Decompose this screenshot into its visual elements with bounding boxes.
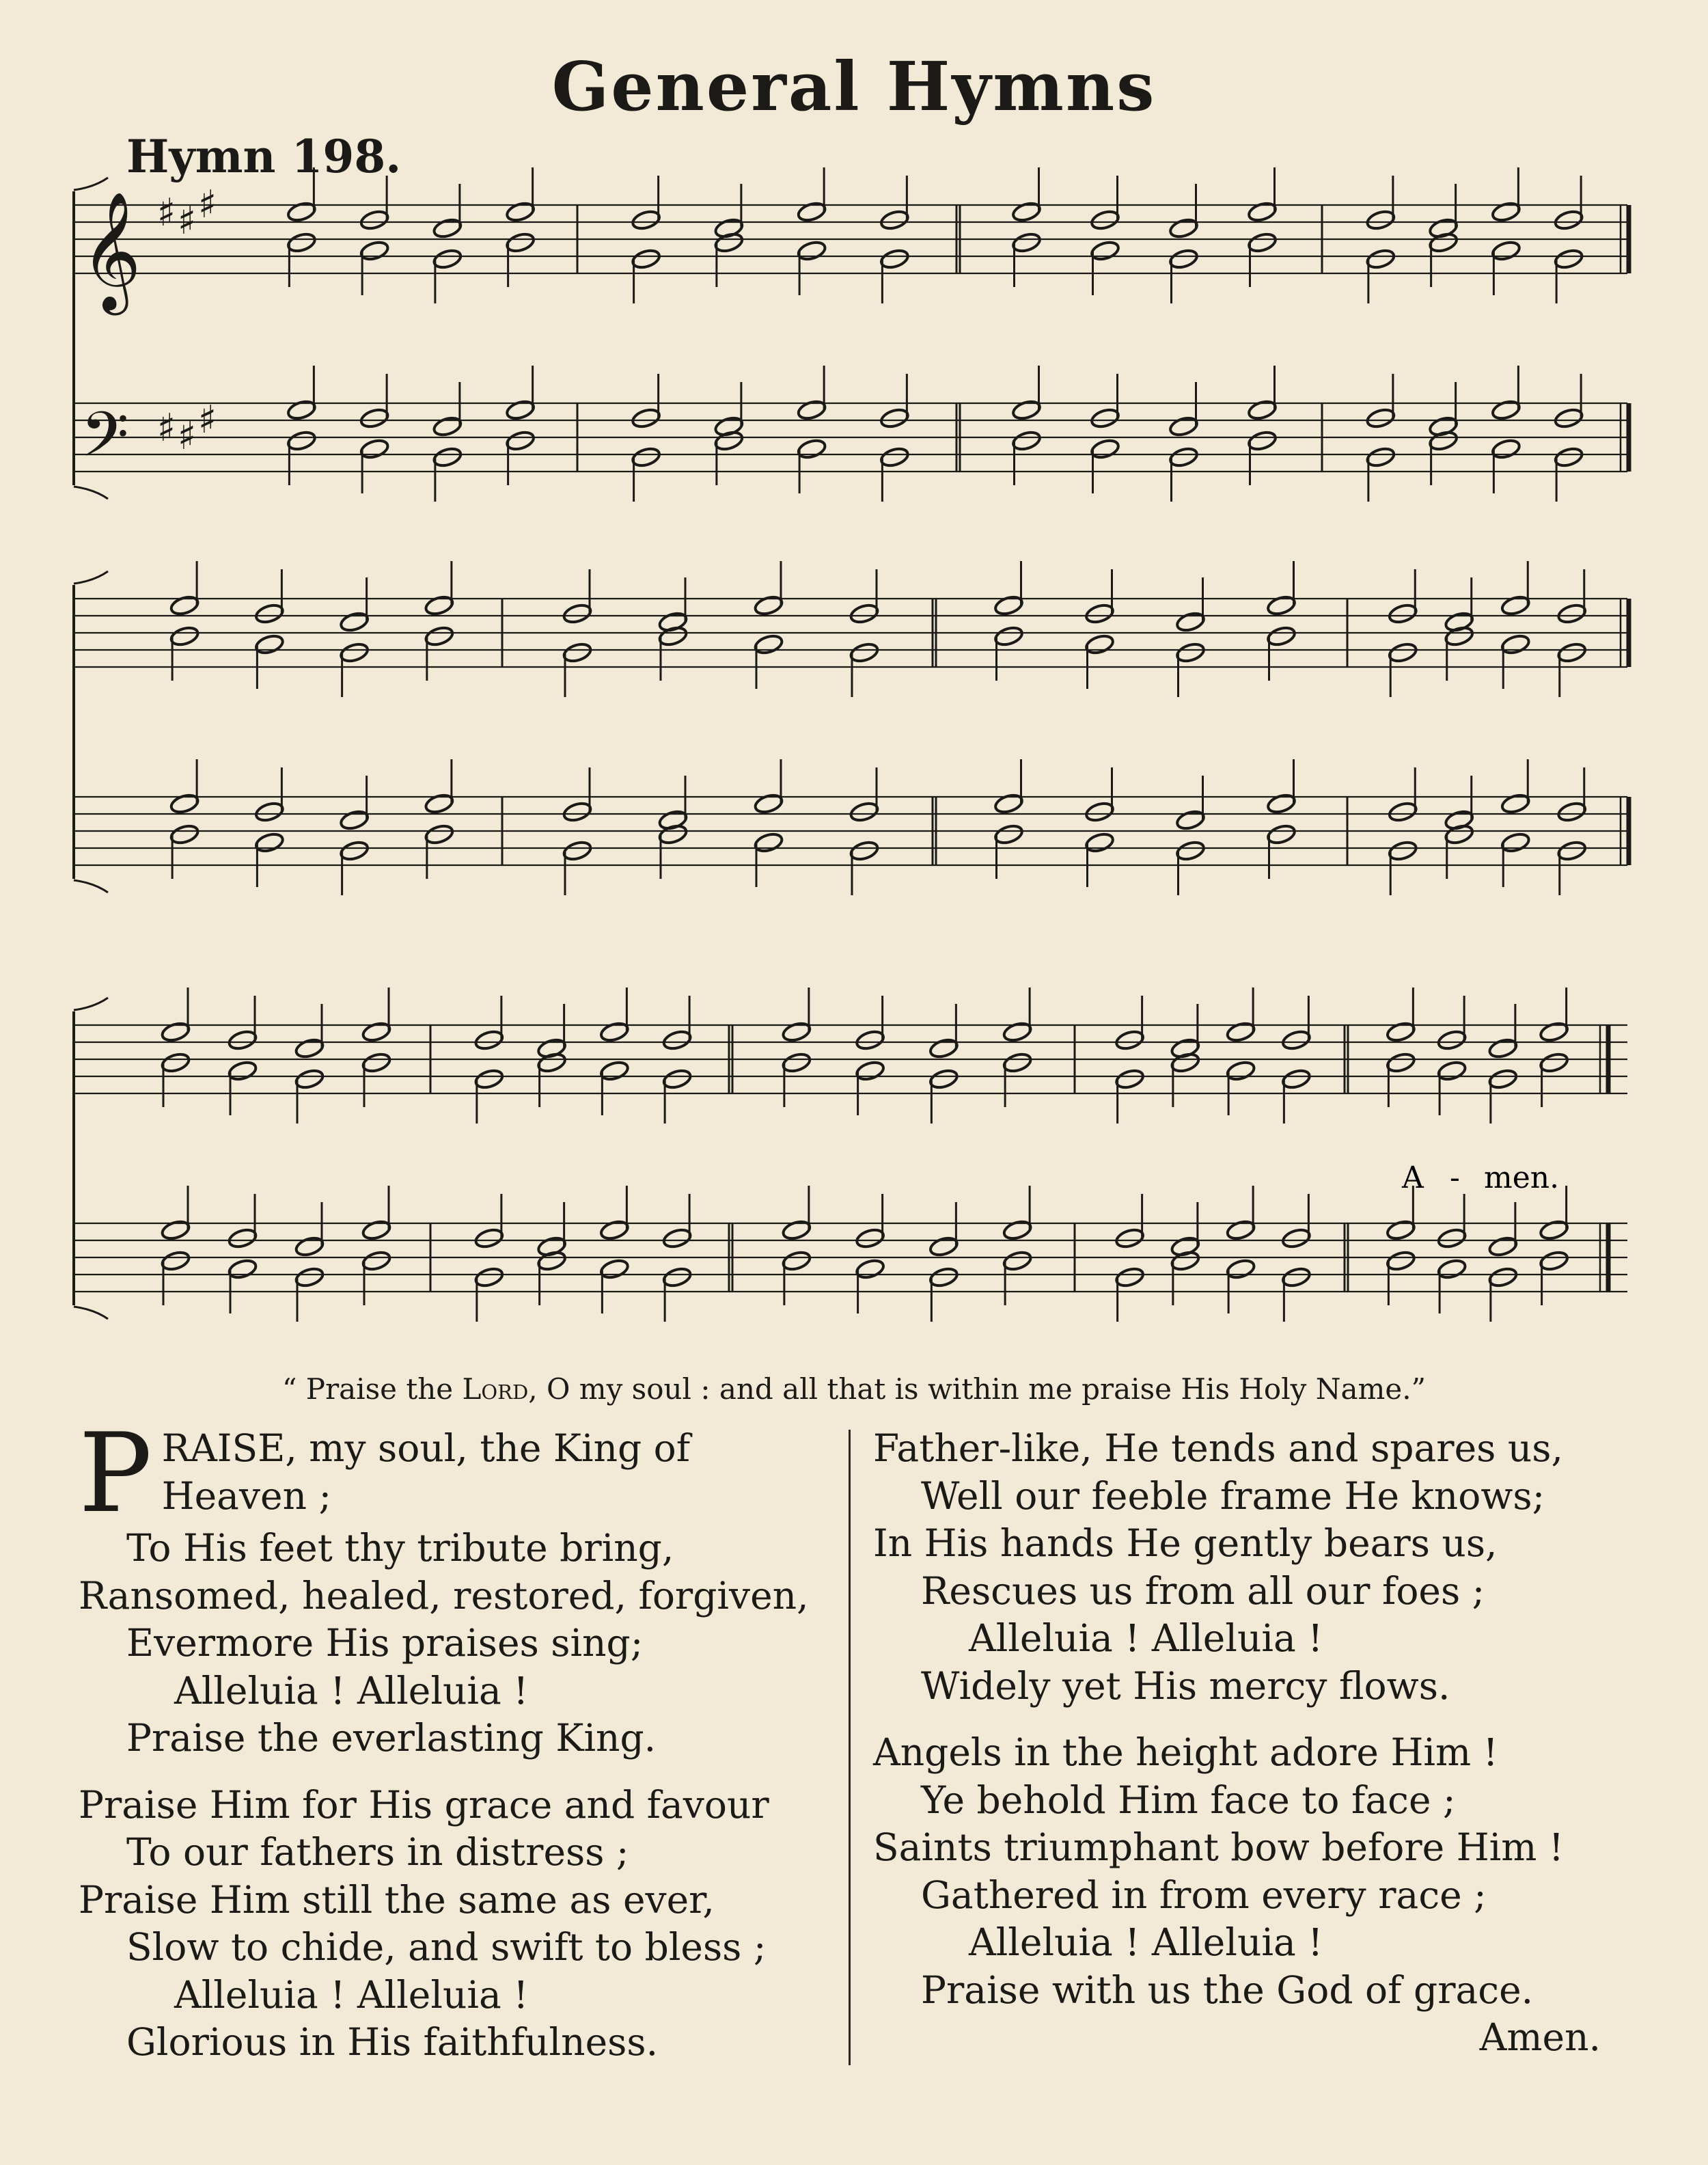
notehead: [1266, 792, 1297, 815]
notehead: [424, 823, 454, 845]
hymn-number: Hymn 198.: [126, 130, 402, 183]
notehead: [1011, 429, 1042, 452]
notehead: [662, 1029, 693, 1051]
notehead: [1281, 1029, 1312, 1051]
notehead: [473, 1029, 504, 1051]
notehead: [1090, 437, 1120, 460]
sharp-icon: ♯: [198, 182, 217, 227]
notehead: [228, 1029, 258, 1051]
notehead: [254, 800, 285, 823]
notehead: [1365, 446, 1396, 468]
notehead: [1487, 1037, 1518, 1059]
notehead: [359, 407, 390, 429]
notehead: [1556, 641, 1587, 664]
notehead: [286, 398, 317, 421]
notehead: [1175, 839, 1206, 862]
notehead: [879, 446, 910, 468]
notehead: [432, 415, 463, 437]
amen-syllable-men: men.: [1484, 1160, 1560, 1195]
notehead: [1011, 398, 1042, 421]
notehead: [161, 1218, 191, 1241]
notehead: [879, 208, 910, 231]
verse-4-line-1: Angels in the height adore Him !: [873, 1730, 1498, 1774]
notehead: [879, 247, 910, 270]
notehead: [1500, 594, 1531, 616]
notehead: [228, 1227, 258, 1249]
notehead: [1487, 1235, 1518, 1257]
notehead: [1388, 602, 1418, 625]
notehead: [993, 823, 1024, 845]
notehead: [855, 1227, 885, 1249]
verse-2: [79, 1782, 837, 2067]
verse-4: [873, 1729, 1631, 2062]
notehead: [1539, 1020, 1569, 1043]
notehead: [599, 1020, 630, 1043]
notehead: [1365, 208, 1396, 231]
sharp-icon: ♯: [178, 199, 197, 243]
notehead: [849, 839, 880, 862]
page-title: General Hymns: [551, 48, 1157, 126]
notehead: [286, 200, 317, 223]
scripture-caption: [0, 1372, 1708, 1406]
notehead: [1556, 839, 1587, 862]
notehead: [797, 239, 827, 262]
notehead: [1226, 1257, 1256, 1280]
notehead: [599, 1059, 630, 1082]
notehead: [1247, 200, 1278, 223]
notehead: [339, 641, 370, 664]
notehead: [797, 200, 827, 223]
column-divider: [849, 1430, 851, 2065]
verse-3-line-4: Rescues us from all our foes ;: [921, 1568, 1485, 1613]
notehead: [1487, 1067, 1518, 1090]
notehead: [339, 808, 370, 831]
sharp-icon: ♯: [157, 406, 176, 450]
notehead: [1554, 407, 1584, 429]
notehead: [781, 1020, 812, 1043]
verse-3-line-2: Well our feeble frame He knows;: [921, 1473, 1545, 1518]
score-system-1: [74, 167, 1629, 502]
notehead: [1011, 200, 1042, 223]
notehead: [849, 602, 880, 625]
verse-1-line-5: Evermore His praises sing;: [126, 1621, 644, 1665]
notehead: [1281, 1067, 1312, 1090]
notehead: [631, 247, 661, 270]
notehead: [432, 217, 463, 239]
notehead: [993, 625, 1024, 647]
treble-clef-icon: 𝄞: [81, 191, 141, 310]
notehead: [1114, 1227, 1145, 1249]
notehead: [361, 1249, 392, 1272]
notehead: [339, 839, 370, 862]
notehead: [855, 1029, 885, 1051]
notehead: [754, 792, 784, 815]
notehead: [361, 1020, 392, 1043]
sharp-icon: ♯: [157, 191, 176, 235]
notehead: [1266, 625, 1297, 647]
verses-left-column: [79, 1409, 837, 2067]
notehead: [1539, 1218, 1569, 1241]
notehead: [359, 437, 390, 460]
notehead: [1266, 594, 1297, 616]
notehead: [1437, 1059, 1468, 1082]
bracket-top-curl: [74, 998, 108, 1010]
bass-staff: [74, 1223, 1627, 1292]
verse-1-line-4: Ransomed, healed, restored, forgiven,: [79, 1573, 809, 1618]
notehead: [432, 446, 463, 468]
notehead: [505, 429, 536, 452]
notehead: [1175, 808, 1206, 831]
notehead: [1539, 1051, 1569, 1074]
notehead: [1175, 610, 1206, 633]
notehead: [562, 602, 593, 625]
notehead: [1388, 800, 1418, 823]
notehead: [1084, 633, 1115, 655]
notehead: [361, 1051, 392, 1074]
verse-3-line-5: Alleluia ! Alleluia !: [969, 1616, 1323, 1660]
verse-1-dropcap: P: [79, 1409, 152, 1537]
bracket-top-curl: [74, 178, 108, 190]
notehead: [754, 594, 784, 616]
notehead: [1002, 1249, 1033, 1272]
notehead: [359, 239, 390, 262]
notehead: [781, 1249, 812, 1272]
notehead: [1226, 1059, 1256, 1082]
caption-part-1: “ Praise the: [281, 1372, 463, 1406]
notehead: [1491, 437, 1521, 460]
notehead: [1168, 247, 1199, 270]
verse-3-line-3: In His hands He gently bears us,: [873, 1521, 1498, 1565]
notehead: [286, 429, 317, 452]
notehead: [849, 800, 880, 823]
notehead: [1084, 800, 1115, 823]
verse-1-line-7: Praise the everlasting King.: [126, 1716, 657, 1760]
notehead: [1247, 429, 1278, 452]
notehead: [1388, 839, 1418, 862]
notehead: [855, 1059, 885, 1082]
notehead: [781, 1051, 812, 1074]
notehead: [1090, 208, 1120, 231]
notehead: [1002, 1051, 1033, 1074]
notehead: [505, 200, 536, 223]
verse-2-line-3: Praise Him still the same as ever,: [79, 1877, 715, 1922]
notehead: [161, 1249, 191, 1272]
notehead: [424, 594, 454, 616]
verse-1-line-2: Heaven ;: [161, 1473, 332, 1518]
notehead: [1226, 1020, 1256, 1043]
notehead: [662, 1067, 693, 1090]
sharp-icon: ♯: [198, 398, 217, 442]
notehead: [1281, 1227, 1312, 1249]
verse-2-line-5: Alleluia ! Alleluia !: [174, 1972, 529, 2017]
notehead: [473, 1227, 504, 1249]
notehead: [1556, 602, 1587, 625]
notehead: [562, 839, 593, 862]
notehead: [254, 633, 285, 655]
notehead: [1090, 407, 1120, 429]
notehead: [562, 641, 593, 664]
notehead: [1266, 823, 1297, 845]
notehead: [432, 247, 463, 270]
notehead: [169, 625, 200, 647]
verse-3-line-6: Widely yet His mercy flows.: [921, 1663, 1450, 1708]
verse-2-line-1: Praise Him for His grace and favour: [79, 1782, 769, 1827]
notehead: [631, 446, 661, 468]
notehead: [228, 1257, 258, 1280]
notehead: [928, 1067, 959, 1090]
notehead: [1386, 1249, 1416, 1272]
notehead: [993, 792, 1024, 815]
notehead: [1437, 1029, 1468, 1051]
notehead: [1114, 1067, 1145, 1090]
notehead: [1388, 641, 1418, 664]
notehead: [797, 437, 827, 460]
notehead: [1114, 1029, 1145, 1051]
verses-right-column: [873, 1425, 1631, 2062]
amen-dash: -: [1450, 1160, 1460, 1195]
bracket-bottom-curl: [74, 880, 108, 893]
notehead: [169, 594, 200, 616]
notehead: [169, 823, 200, 845]
notehead: [1491, 398, 1521, 421]
notehead: [781, 1218, 812, 1241]
notehead: [1539, 1249, 1569, 1272]
treble-staff: [74, 1025, 1627, 1093]
notehead: [1247, 398, 1278, 421]
notehead: [1556, 800, 1587, 823]
notehead: [1386, 1051, 1416, 1074]
notehead: [562, 800, 593, 823]
notehead: [169, 792, 200, 815]
notehead: [928, 1037, 959, 1059]
verse-3-line-1: Father-like, He tends and spares us,: [873, 1426, 1563, 1470]
notehead: [754, 831, 784, 854]
caption-part-2: , O my soul : and all that is within me praise His Holy Name.”: [528, 1372, 1427, 1406]
notehead: [1011, 231, 1042, 254]
notehead: [599, 1257, 630, 1280]
notehead: [161, 1020, 191, 1043]
caption-lord: Lord: [462, 1372, 529, 1406]
verse-2-line-4: Slow to chide, and swift to bless ;: [126, 1925, 767, 1969]
notehead: [1168, 415, 1199, 437]
notehead: [1491, 239, 1521, 262]
notehead: [294, 1067, 325, 1090]
verse-1-line-3: To His feet thy tribute bring,: [126, 1526, 674, 1570]
notehead: [1554, 208, 1584, 231]
verse-4-line-2: Ye behold Him face to face ;: [921, 1778, 1456, 1822]
notehead: [473, 1266, 504, 1288]
notehead: [1554, 446, 1584, 468]
notehead: [1175, 641, 1206, 664]
notehead: [1491, 200, 1521, 223]
notehead: [1500, 792, 1531, 815]
notehead: [254, 602, 285, 625]
verse-4-amen: Amen.: [1479, 2015, 1601, 2059]
amen-syllable-a: A: [1402, 1160, 1424, 1195]
notehead: [631, 407, 661, 429]
notehead: [849, 641, 880, 664]
notehead: [662, 1266, 693, 1288]
notehead: [1114, 1266, 1145, 1288]
notehead: [1437, 1227, 1468, 1249]
notehead: [1386, 1020, 1416, 1043]
verse-2-line-2: To our fathers in distress ;: [126, 1830, 629, 1874]
notehead: [879, 407, 910, 429]
verse-4-line-5: Alleluia ! Alleluia !: [969, 1920, 1323, 1964]
notehead: [1487, 1266, 1518, 1288]
notehead: [1168, 446, 1199, 468]
notehead: [339, 610, 370, 633]
notehead: [928, 1235, 959, 1257]
verse-3: [873, 1425, 1631, 1710]
notehead: [1437, 1257, 1468, 1280]
notehead: [424, 625, 454, 647]
verse-1-line-1: RAISE, my soul, the King of: [161, 1426, 691, 1470]
notehead: [1365, 247, 1396, 270]
verse-4-line-6: Praise with us the God of grace.: [921, 1967, 1534, 2012]
notehead: [1002, 1020, 1033, 1043]
notehead: [505, 398, 536, 421]
notehead: [993, 594, 1024, 616]
notehead: [1002, 1218, 1033, 1241]
notehead: [797, 398, 827, 421]
notehead: [361, 1218, 392, 1241]
notehead: [754, 633, 784, 655]
notehead: [855, 1257, 885, 1280]
notehead: [928, 1266, 959, 1288]
bracket-bottom-curl: [74, 1307, 108, 1319]
notehead: [1084, 602, 1115, 625]
notehead: [599, 1218, 630, 1241]
notehead: [473, 1067, 504, 1090]
verse-2-line-6: Glorious in His faithfulness.: [126, 2020, 659, 2064]
notehead: [505, 231, 536, 254]
sharp-icon: ♯: [178, 414, 197, 459]
notehead: [631, 208, 661, 231]
verse-4-line-4: Gathered in from every race ;: [921, 1873, 1487, 1917]
notehead: [1168, 217, 1199, 239]
notehead: [662, 1227, 693, 1249]
verse-4-line-3: Saints triumphant bow before Him !: [873, 1825, 1565, 1869]
score-systems: [74, 167, 1629, 1322]
notehead: [294, 1037, 325, 1059]
notehead: [294, 1266, 325, 1288]
verse-1: [79, 1409, 837, 1762]
score-system-3: [74, 988, 1627, 1322]
notehead: [1500, 633, 1531, 655]
notehead: [1500, 831, 1531, 854]
notehead: [1084, 831, 1115, 854]
notehead: [161, 1051, 191, 1074]
notehead: [294, 1235, 325, 1257]
verse-1-line-6: Alleluia ! Alleluia !: [174, 1668, 529, 1713]
notehead: [1386, 1218, 1416, 1241]
bass-clef-icon: 𝄢: [81, 398, 129, 486]
bracket-bottom-curl: [74, 487, 108, 499]
notehead: [254, 831, 285, 854]
notehead: [424, 792, 454, 815]
notehead: [1247, 231, 1278, 254]
notehead: [1281, 1266, 1312, 1288]
score-system-2: [74, 561, 1629, 895]
notehead: [1090, 239, 1120, 262]
notehead: [286, 231, 317, 254]
notehead: [1554, 247, 1584, 270]
notehead: [359, 208, 390, 231]
notehead: [1365, 407, 1396, 429]
notehead: [1226, 1218, 1256, 1241]
notehead: [228, 1059, 258, 1082]
bracket-top-curl: [74, 571, 108, 584]
